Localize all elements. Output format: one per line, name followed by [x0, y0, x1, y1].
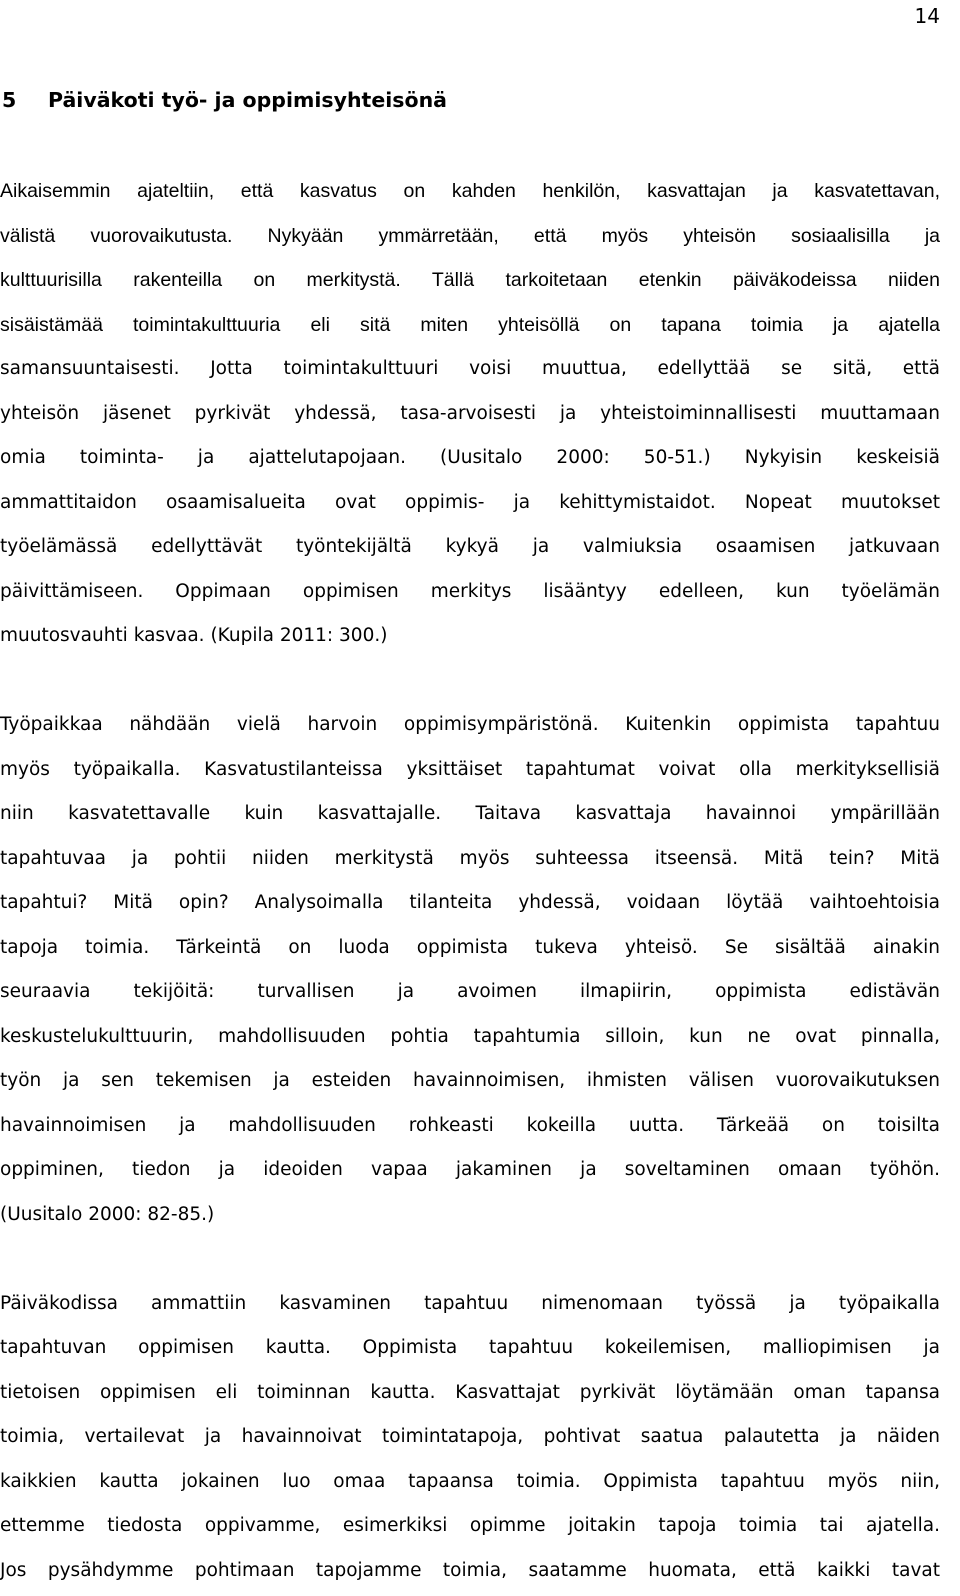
text-line: tapahtui? Mitä opin? Analysoimalla tilanteita yhdessä, voidaan löytää vaihtoehtoisia [0, 892, 940, 913]
text-line: toimia, vertailevat ja havainnoivat toimintatapoja, pohtivat saatua palautetta ja näiden [0, 1426, 940, 1447]
text-line: työn ja sen tekemisen ja esteiden havainnoimisen, ihmisten välisen vuorovaikutuksen [0, 1070, 940, 1091]
body-text [0, 169, 940, 1593]
text-line: ettemme tiedosta oppivamme, esimerkiksi opimme joitakin tapoja toimia tai ajatella. [0, 1515, 940, 1536]
section-number: 5 [2, 88, 17, 112]
text-line: kaikkien kautta jokainen luo omaa tapaansa toimia. Oppimista tapahtuu myös niin, [0, 1470, 940, 1492]
page-number: 14 [914, 4, 940, 28]
text-line: ammattitaidon osaamisalueita ovat oppimis- ja kehittymistaidot. Nopeat muutokset [0, 491, 940, 513]
text-line: tapahtuvaa ja pohtii niiden merkitystä myös suhteessa itseensä. Mitä tein? Mitä [0, 847, 940, 869]
text-line: Aikaisemmin ajateltiin, että kasvatus on kahden henkilön, kasvattajan ja kasvatettavan, [0, 180, 940, 202]
text-line: päivittämiseen. Oppimaan oppimisen merkitys lisääntyy edelleen, kun työelämän [0, 580, 940, 602]
text-line: tapoja toimia. Tärkeintä on luoda oppimista tukeva yhteisö. Se sisältää ainakin [0, 936, 940, 958]
text-line: välistä vuorovaikutusta. Nykyään ymmärretään, että myös yhteisön sosiaalisilla ja [0, 224, 940, 247]
text-line: työelämässä edellyttävät työntekijältä kykyä ja valmiuksia osaamisen jatkuvaan [0, 536, 940, 557]
text-line: Jos pysähdymme pohtimaan tapojamme toimia, saatamme huomata, että kaikki tavat [0, 1559, 940, 1581]
text-line: muutosvauhti kasvaa. (Kupila 2011: 300.) [0, 625, 388, 646]
section-heading [2, 86, 942, 114]
text-line: yhteisön jäsenet pyrkivät yhdessä, tasa-arvoisesti ja yhteistoiminnallisesti muuttamaan [0, 402, 940, 424]
text-line: niin kasvatettavalle kuin kasvattajalle. Taitava kasvattaja havainnoi ympärillään [0, 803, 940, 824]
text-line: (Uusitalo 2000: 82-85.) [0, 1203, 215, 1225]
text-line: Päiväkodissa ammattiin kasvaminen tapahtuu nimenomaan työssä ja työpaikalla [0, 1292, 940, 1314]
text-line: tapahtuvan oppimisen kautta. Oppimista tapahtuu kokeilemisen, malliopimisen ja [0, 1337, 940, 1358]
text-line: seuraavia tekijöitä: turvallisen ja avoimen ilmapiirin, oppimista edistävän [0, 981, 940, 1002]
paragraph-3 [0, 1282, 940, 1594]
text-line: Työpaikkaa nähdään vielä harvoin oppimisympäristönä. Kuitenkin oppimista tapahtuu [0, 714, 940, 735]
paragraph-1 [0, 169, 940, 659]
paragraph-gap [0, 659, 940, 704]
section-title: Päiväkoti työ- ja oppimisyhteisönä [48, 88, 447, 112]
paragraph-2 [0, 703, 940, 1237]
text-line: samansuuntaisesti. Jotta toimintakulttuuri voisi muuttua, edellyttää se sitä, että [0, 358, 940, 379]
text-line: keskustelukulttuurin, mahdollisuuden pohtia tapahtumia silloin, kun ne ovat pinnalla, [0, 1025, 940, 1047]
text-line: omia toiminta- ja ajattelutapojaan. (Uusitalo 2000: 50-51.) Nykyisin keskeisiä [0, 447, 940, 468]
text-line: oppiminen, tiedon ja ideoiden vapaa jakaminen ja soveltaminen omaan työhön. [0, 1159, 940, 1180]
text-line: myös työpaikalla. Kasvatustilanteissa yksittäiset tapahtumat voivat olla merkityksellisiä [0, 758, 940, 780]
paragraph-gap [0, 1237, 940, 1282]
text-line: havainnoimisen ja mahdollisuuden rohkeasti kokeilla uutta. Tärkeää on toisilta [0, 1114, 940, 1136]
text-line: sisäistämää toimintakulttuuria eli sitä miten yhteisöllä on tapana toimia ja ajatella [0, 313, 940, 336]
text-line: tietoisen oppimisen eli toiminnan kautta. Kasvattajat pyrkivät löytämään oman tapansa [0, 1381, 940, 1403]
text-line: kulttuurisilla rakenteilla on merkitystä. Tällä tarkoitetaan etenkin päiväkodeissa niiden [0, 269, 940, 291]
